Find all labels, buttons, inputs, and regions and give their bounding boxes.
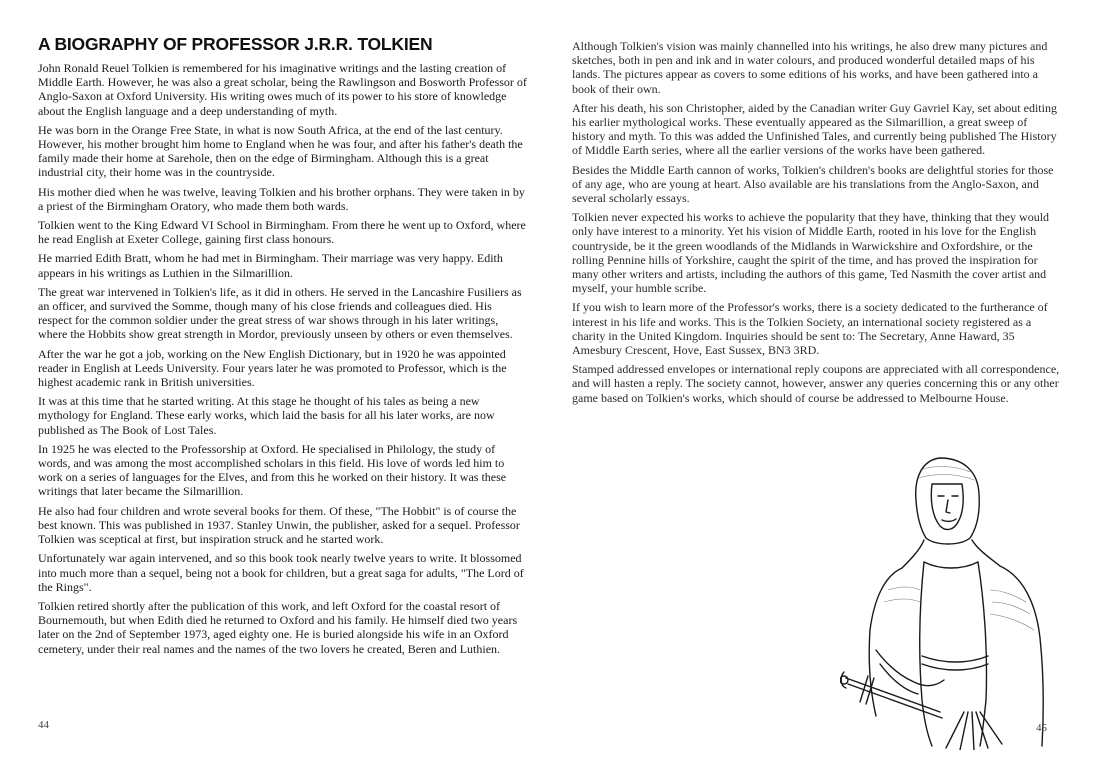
knight-illustration [840, 450, 1058, 750]
right-text-column [572, 39, 1060, 410]
paragraph: Stamped addressed envelopes or international reply coupons are appreciated with all correspondence, and will hasten a reply. The society cannot, however, answer any queries concerning this or any other game based on Tolkien's works, which should of course be addressed to Melbourne House. [572, 362, 1060, 405]
right-page [550, 0, 1100, 776]
paragraph: Tolkien retired shortly after the publication of this work, and left Oxford for the coastal resort of Bournemouth, but when Edith died he returned to Oxford and his family. He himself died two years later on the 2nd of September 1973, aged eighty one. He is buried alongside his wife in an Oxford cemetery, under their real names and the names of the two lovers he created, Beren and Luthien. [38, 598, 518, 656]
paragraph: He also had four children and wrote several books for them. Of these, "The Hobbit" is of course the best known. This was published in 1937. Stanley Unwin, the publisher, asked for a sequel. Professor Tolkien was sceptical at first, but inspiration struck and he started work. [38, 503, 520, 547]
paragraph: Unfortunately war again intervened, and so this book took nearly twelve years to write. It blossomed into much more than a sequel, being not a book for children, but a great saga for adults, "The Lord of the Rings". [38, 551, 524, 594]
page-number: 45 [1036, 722, 1047, 734]
paragraph: The great war intervened in Tolkien's life, as it did in others. He served in the Lancashire Fusiliers as an officer, and survived the Somme, though many of his close friends and colleagues died. His respect for the common soldier under the great stress of war shows through in his later writings, where the Hobbits show great strength in Mordor, previously unseen by others or even themselves. [38, 284, 522, 342]
paragraph: It was at this time that he started writing. At this stage he thought of his tales as being a new mythology for England. These early works, which laid the basis for all his later works, are now published as The Book of Lost Tales. [38, 394, 495, 437]
paragraph: He was born in the Orange Free State, in what is now South Africa, at the end of the last century. However, his mother brought him home to England when he was four, and after his father's death the family made their home at Sarehole, then on the edge of Birmingham. Although this is a great industrial city, their home was in the countryside. [38, 122, 523, 180]
paragraph: Besides the Middle Earth cannon of works, Tolkien's children's books are delightful stories for those of any age, who are young at heart. Also available are his translations from the Anglo-Saxon, and several scholarly essays. [572, 162, 1054, 206]
paragraph: After the war he got a job, working on the New English Dictionary, but in 1920 he was appointed reader in English at Leeds University. Four years later he was promoted to Professor, which is the highest academic rank in British universities. [38, 346, 507, 390]
paragraph: His mother died when he was twelve, leaving Tolkien and his brother orphans. They were taken in by a priest of the Birmingham Oratory, who made them both wards. [38, 184, 525, 213]
paragraph: In 1925 he was elected to the Professorship at Oxford. He specialised in Philology, the study of words, and was among the most accomplished scholars in this field. His love of words led him to work on a series of languages for the Elves, and from this he worked on their history. It was these writings that later became the Silmarillion. [38, 441, 507, 499]
page-title: A BIOGRAPHY OF PROFESSOR J.R.R. TOLKIEN [38, 34, 433, 54]
paragraph: After his death, his son Christopher, aided by the Canadian writer Guy Gavriel Kay, set about editing his earlier mythological works. These eventually appeared as the Silmarillion, a great sweep of history and myth. To this was added the Unfinished Tales, and currently being published The History of Middle Earth series, where all the earlier versions of the works have been gathered. [572, 100, 1057, 158]
paragraph: Tolkien never expected his works to achieve the popularity that they have, thinking that they would only have interest to a minority. Yet his vision of Middle Earth, rooted in his love for the English countryside, be it the green woodlands of the Midlands in Warwickshire and Oxfordshire, or the rolling Pennine hills of Yorkshire, caught the spirit of the time, and has proved the inspiration for many other writers and artists, including the authors of this game, Ted Nasmith the cover artist and myself, your humble scribe. [572, 210, 1050, 296]
paragraph: Tolkien went to the King Edward VI School in Birmingham. From there he went up to Oxford, where he read English at Exeter College, gaining first class honours. [38, 218, 526, 247]
left-text-column [38, 61, 528, 661]
paragraph: Although Tolkien's vision was mainly channelled into his writings, he also drew many pictures and sketches, both in pen and ink and in water colours, and produced wonderful detailed maps of his lands. The pictures appear as covers to some editions of his works, and have been gathered into a book of their own. [572, 39, 1048, 96]
paragraph: He married Edith Bratt, whom he had met in Birmingham. Their marriage was very happy. Edith appears in his writings as Luthien in the Silmarillion. [38, 251, 503, 280]
paragraph: John Ronald Reuel Tolkien is remembered for his imaginative writings and the lasting creation of Middle Earth. However, he was also a great scholar, being the Rawlingson and Bosworth Professor of Anglo-Saxon at Oxford University. His writing owes much of its power to his store of knowledge about the English language and a deep understanding of myth. [38, 61, 527, 118]
page-number: 44 [38, 719, 49, 731]
paragraph: If you wish to learn more of the Professor's works, there is a society dedicated to the furtherance of interest in his life and works. This is the Tolkien Society, an international society registered as a charity in the United Kingdom. Inquiries should be sent to: The Secretary, Anne Haward, 35 Amesbury Crescent, Hove, East Sussex, BN3 3RD. [572, 300, 1048, 358]
